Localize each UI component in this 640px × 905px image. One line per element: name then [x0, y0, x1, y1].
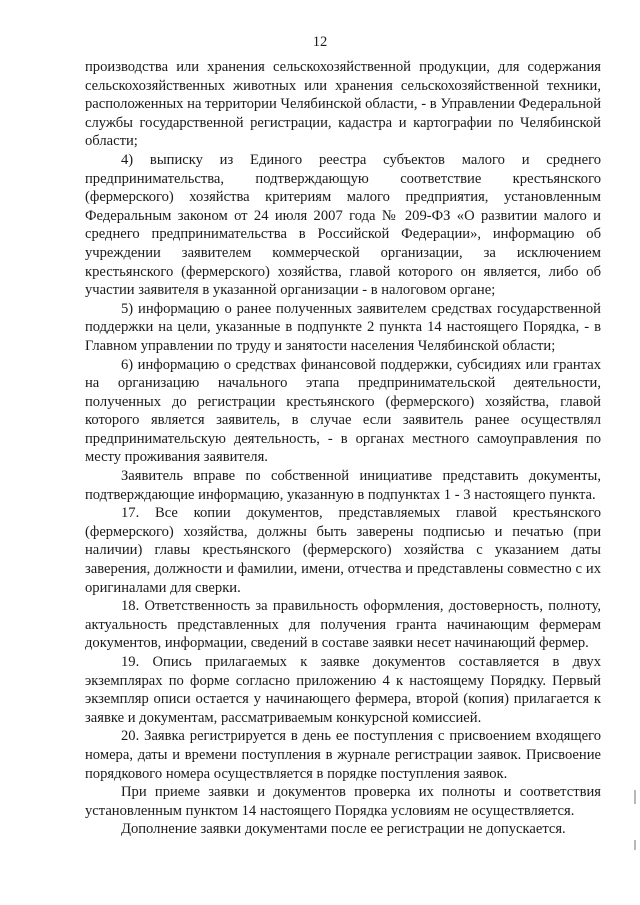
paragraph-19: 19. Опись прилагаемых к заявке документов составляется в двух экземплярах по форме согласно приложению 4 к настоящему Порядку. Первый экземпляр описи остается у начинающего фермера, второй (копия) прилагается к заявке и документам, рассматриваемым конкурсной комиссией.	[85, 654, 601, 726]
scan-margin-mark	[634, 790, 636, 804]
paragraph-item-6: 6) информацию о средствах финансовой поддержки, субсидиях или грантах на организацию начального этапа предпринимательской деятельности, полученных до регистрации крестьянского (фермерского) хозяйства, главой которого является заявитель, в случае если заявитель ранее осуществлял предпринимательскую деятельность, - в органах местного самоуправления по месту проживания заявителя.	[85, 356, 601, 466]
scan-margin-mark	[634, 840, 636, 850]
paragraph-completeness-check: При приеме заявки и документов проверка их полноты и соответствия установленным пунктом 14 настоящего Порядка условиям не осуществляется.	[85, 784, 601, 819]
paragraph-item-5: 5) информацию о ранее полученных заявителем средствах государственной поддержки на цели, указанные в подпункте 2 пункта 14 настоящего Порядка, - в Главном управлении по труду и занятости населения Челябинской области;	[85, 300, 601, 354]
paragraph-applicant-initiative: Заявитель вправе по собственной инициативе представить документы, подтверждающие информацию, указанную в подпунктах 1 - 3 настоящего пункта.	[85, 468, 601, 503]
paragraph-continuation: производства или хранения сельскохозяйственной продукции, для содержания сельскохозяйственных животных или хранения сельскохозяйственной техники, расположенных на территории Челябинской области, - в Управлении Федеральной службы государственной регистрации, кадастра и картографии по Челябинской области;	[85, 59, 601, 150]
page-number: 12	[312, 34, 328, 50]
paragraph-20: 20. Заявка регистрируется в день ее поступления с присвоением входящего номера, даты и времени поступления в журнале регистрации заявок. Присвоение порядкового номера осуществляется в порядке поступления заявок.	[85, 728, 601, 782]
document-body	[85, 58, 601, 839]
paragraph-supplement-not-allowed: Дополнение заявки документами после ее регистрации не допускается.	[121, 821, 566, 838]
paragraph-18: 18. Ответственность за правильность оформления, достоверность, полноту, актуальность представленных для получения гранта начинающим фермерам документов, информации, сведений в составе заявки несет начинающий фермер.	[85, 598, 601, 652]
paragraph-17: 17. Все копии документов, представляемых главой крестьянского (фермерского) хозяйства, должны быть заверены подписью и печатью (при наличии) главы крестьянского (фермерского) хозяйства с указанием даты заверения, должности и фамилии, имени, отчества и представлены совместно с их оригиналами для сверки.	[85, 505, 601, 596]
paragraph-item-4: 4) выписку из Единого реестра субъектов малого и среднего предпринимательства, подтверждающую соответствие крестьянского (фермерского) хозяйства критериям малого предприятия, установленным Федеральным законом от 24 июля 2007 года № 209-ФЗ «О развитии малого и среднего предпринимательства в Российской Федерации», информацию об учреждении заявителем коммерческой организации, за исключением крестьянского (фермерского) хозяйства, главой которого он является, либо об участии заявителя в указанной организации - в налоговом органе;	[85, 151, 601, 299]
